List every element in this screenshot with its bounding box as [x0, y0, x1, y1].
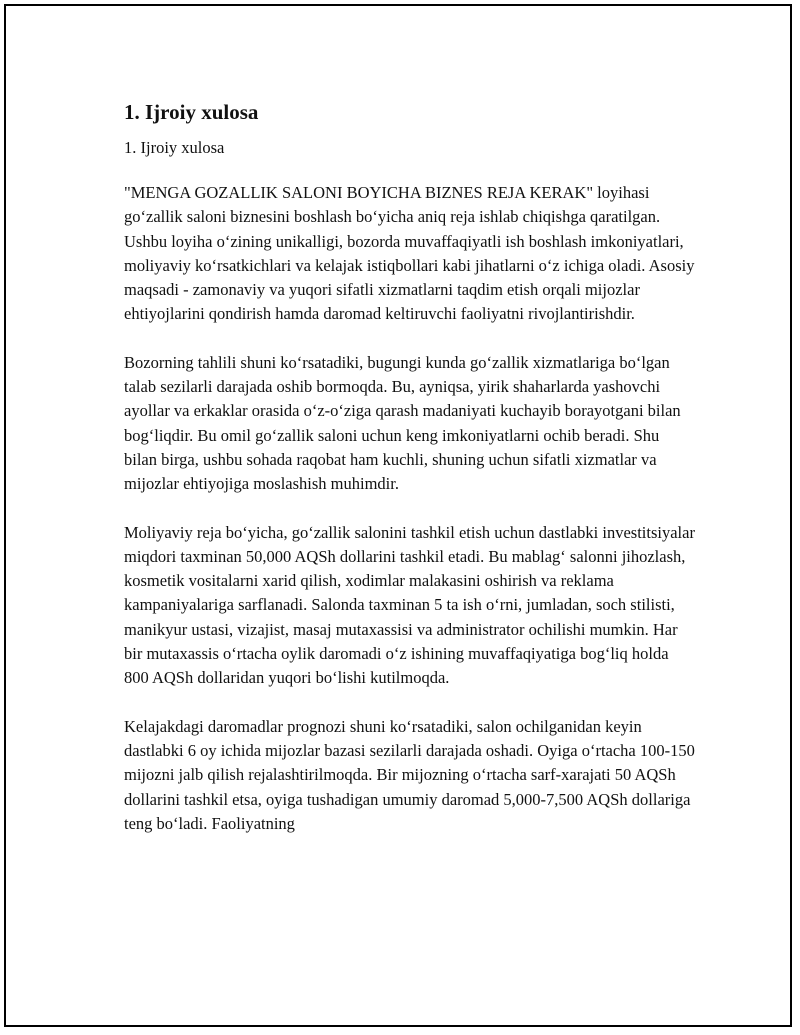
paragraph-market-analysis: Bozorning tahlili shuni ko‘rsatadiki, bugungi kunda go‘zallik xizmatlariga bo‘lgan talab sezilarli darajada oshib bormoqda. Bu, ayniqsa, yirik shaharlarda yashovchi ayollar va erkaklar orasida o‘z-o‘ziga qarash madaniyati kuchayib borayotgani bilan bog‘liqdir. Bu omil go‘zallik saloni uchun keng imkoniyatlarni ochib beradi. Shu bilan birga, ushbu sohada raqobat ham kuchli, shuning uchun sifatli xizmatlar va mijozlar ehtiyojiga moslashish muhimdir. [124, 352, 681, 494]
section-subtitle: 1. Ijroiy xulosa [124, 138, 225, 157]
document-page [4, 4, 792, 1027]
paragraph-revenue-forecast: Kelajakdagi daromadlar prognozi shuni ko‘rsatadiki, salon ochilganidan keyin dastlabki 6 oy ichida mijozlar bazasi sezilarli darajada oshadi. Oyiga o‘rtacha 100-150 mijozni jalb qilish rejalashtirilmoqda. Bir mijozning o‘rtacha sarf-xarajati 50 AQSh dollarini tashkil etsa, oyiga tushadigan umumiy daromad 5,000-7,500 AQSh dollariga teng bo‘ladi. Faoliyatning [124, 716, 695, 833]
paragraph-financial-plan: Moliyaviy reja bo‘yicha, go‘zallik salonini tashkil etish uchun dastlabki investitsiyalar miqdori taxminan 50,000 AQSh dollarini tashkil etadi. Bu mablag‘ salonni jihozlash, kosmetik vositalarni xarid qilish, xodimlar malakasini oshirish va reklama kampaniyalariga sarflanadi. Salonda taxminan 5 ta ish o‘rni, jumladan, soch stilisti, manikyur ustasi, vizajist, masaj mutaxassisi va administrator ochilishi mumkin. Har bir mutaxassis o‘rtacha oylik daromadi o‘z ishining muvaffaqiyatiga bog‘liq holda 800 AQSh dollaridan yuqori bo‘lishi kutilmoqda. [124, 522, 695, 688]
document-content [124, 98, 696, 860]
paragraph-project-overview: "MENGA GOZALLIK SALONI BOYICHA BIZNES REJA KERAK" loyihasi go‘zallik saloni biznesini boshlash bo‘yicha aniq reja ishlab chiqishga qaratilgan. Ushbu loyiha o‘zining unikalligi, bozorda muvaffaqiyatli ish boshlash imkoniyatlari, moliyaviy ko‘rsatkichlari va kelajak istiqbollari kabi jihatlarni o‘z ichiga oladi. Asosiy maqsadi - zamonaviy va yuqori sifatli xizmatlarni taqdim etish orqali mijozlar ehtiyojlarini qondirish hamda daromad keltiruvchi faoliyatni rivojlantirishdir. [124, 183, 695, 324]
section-heading: 1. Ijroiy xulosa [124, 100, 259, 124]
